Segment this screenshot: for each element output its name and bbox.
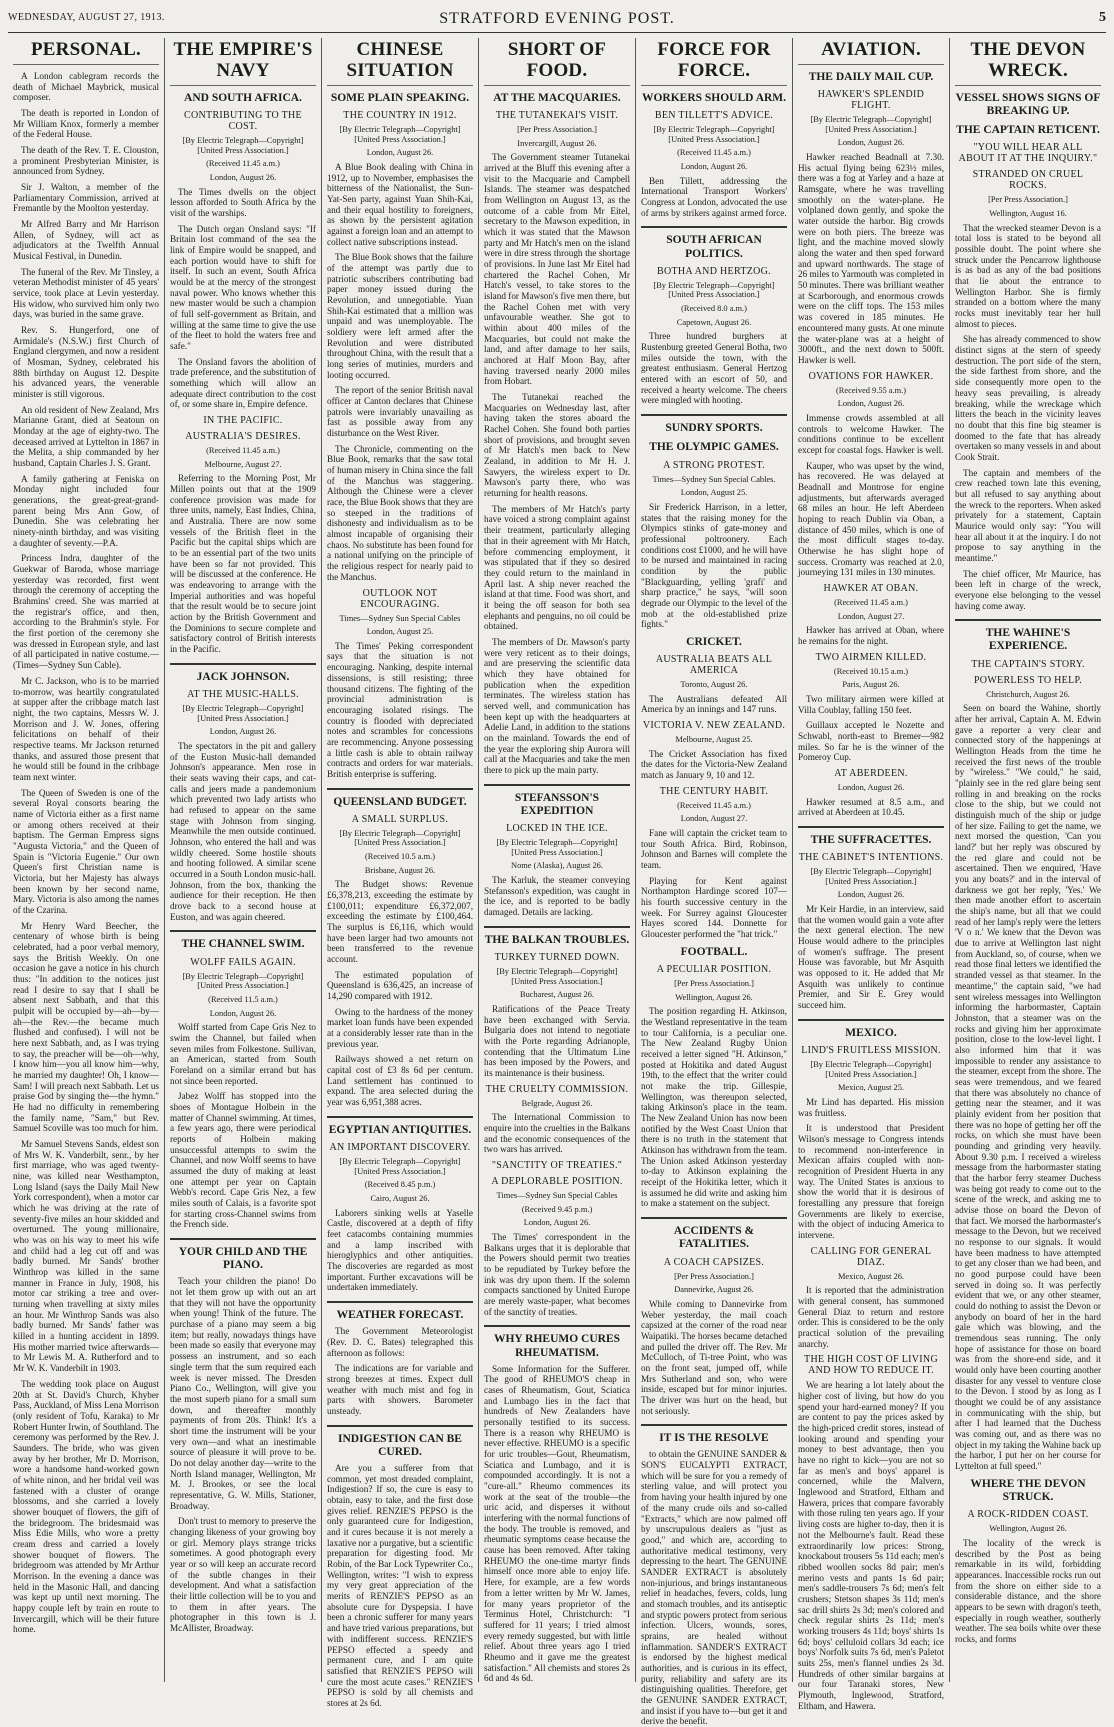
article-subheading: BOTHA AND HERTZOG. [657, 265, 771, 277]
article-dateline: London, August 26. [837, 890, 905, 900]
article-subheading: POWERLESS TO HELP. [973, 674, 1083, 686]
paragraph: The spectators in the pit and gallery of the Euston Music-hall demanded Johnson's appearance. Men rose in their seats waving their caps, and cat-calls and jeers made a pandemonium which prevented two lady artists who had refused to appear on the same stage with Johnson from singing. Meanwhile the men outside continued. Johnson, who entered the hall and was wildly cheered. Some hostile shouts and hooting followed. A similar scene occurred in a South London music-hall. Johnson, from the box, thanking the audience for their reception. He then drove back to a second house at Euston, and was again cheered. [170, 740, 316, 922]
article-subheading: OVATIONS FOR HAWKER. [808, 370, 934, 382]
article-subheading: LIND'S FRUITLESS MISSION. [801, 1045, 941, 1057]
paragraph: She has already commenced to show distinct signs at the stern of speedy destruction. The port side of the stern, the side farthest from shore, and the side consequently more open to the heavy seas prevailing, is already breaking, while the wreckage which litters the beach in the vicinity leaves no doubt that this fine big steamer is doomed to the fate that has already overtaken so many vessels in and about Cook Strait. [955, 334, 1101, 462]
article-credit: [By Electric Telegraph—Copyright] [United Press Association.] [496, 966, 618, 986]
article-heading: MEXICO. [845, 1026, 897, 1039]
article-subheading: "YOU WILL HEAR ALL ABOUT IT AT THE INQUIRY." [958, 142, 1098, 165]
article-dateline: London, August 26. [209, 727, 277, 737]
article-dateline: Wellington, August 26. [989, 1524, 1067, 1534]
article-heading: FOOTBALL. [680, 945, 748, 958]
article-heading: THE OLYMPIC GAMES. [649, 441, 779, 454]
article-dateline: London, August 25. [366, 627, 434, 637]
paragraph: Railways showed a net return on capital cost of £3 8s 6d per centum. Land settlement has continued to expand. The area selected during the year was 6,951,388 acres. [327, 1054, 473, 1108]
paragraph: The Budget shows: Revenue £6,378,213, exceeding the estimate by £100,011; expenditure £6,372,007, exceeding the estimate by £100,464. The surplus is £6,116, which would have been larger had two amounts not been transferred to the revenue account. [327, 879, 473, 965]
article-credit: [By Electric Telegraph—Copyright] [United Press Association.] [182, 704, 304, 723]
advertisement-body [484, 1364, 630, 1684]
article-subheading: CONTRIBUTING TO THE COST. [184, 110, 302, 132]
article-credit: [Per Press Association.] [988, 195, 1068, 205]
paragraph: Jabez Wolff has stopped into the shoes of Montague Holbein in the matter of Channel swimming. At times, a few years ago, there were periodical reports of Holbein making unsuccessful attempts to swim the Channel, and now Wolff seems to have assumed the duty of making at least one attempt per year on Captain Webb's record. Cape Gris Nez, a few miles south of Calais, is a favorite spot for starting cross-Channel swims from the French side. [170, 1091, 316, 1230]
paragraph: The Government steamer Tutanekai arrived at the Bluff this evening after a visit to the Macquarie and Campbell Islands. The steamer was despatched from Wellington on August 13, as the outcome of a cable from Mr Eitel, secretary to the Mawson expedition, in which it was stated that the Mawson party and Mr Hatch's men on the island were in dire stress through the shortage of provisions. In June last Mr Eitel had chartered the Rachel Cohen, Mr Hatch's vessel, to take stores to the island for Mawson's five men there, but the Rachel Cohen met with very unfavourable weather. She got to within about 400 miles of the Macquaries, but could not make the land, and after damage to her sails, anchored at Half Moon Bay, after having traversed nearly 2000 miles from Hobart. [484, 152, 630, 387]
paragraph: The Blue Book shows that the failure of the attempt was partly due to patriotic subscribers contributing bad paper money issued during the Revolution, and unnegotiable. Yuan Shih-Kai estimated that a million was unpaid and was unemployable. The soldiery were left armed after the Revolution and were distributed throughout China, with the result that a long series of mutinies, murders and looting occurred. [327, 252, 473, 380]
paragraph: The report of the senior British naval officer at Canton declares that Chinese patrols were invariably unavailing as fast as possible away from any disturbance on the West River. [327, 385, 473, 439]
paragraph: Mr Lind has departed. His mission was fruitless. [798, 1097, 944, 1118]
article-dateline: Brisbane, August 26. [364, 865, 436, 875]
article-body [327, 162, 473, 583]
article-heading: THE CHANNEL SWIM. [181, 938, 305, 951]
article-heading: WHERE THE DEVON STRUCK. [970, 1477, 1086, 1503]
paragraph: Wolff started from Cape Gris Nez to swim the Channel, but failed when seven miles from Folkestone. Sullivan, an American, started from South Foreland on a similar errand but has not since been reported. [170, 1022, 316, 1086]
article-heading: AND SOUTH AFRICA. [184, 91, 302, 104]
column-short-of-food [479, 38, 636, 1682]
article-dateline: London, August 27. [837, 611, 905, 621]
paragraph: The Queen of Sweden is one of the several Royal consorts bearing the name of Victoria either as a first name or among others received at their baptism. The German Empress signs "Augusta Victoria," and the Queen of Spain is "Victoria Eugenie." Our own Queen's first Christian name is Victoria, but her Majesty has always been known by her second name, Mary. Victoria is also among the names of the Czarina. [13, 787, 159, 915]
paragraph: Ben Tillett, addressing the International Transport Workers' Congress at London, advocated the use of arms by strikers against armed force. [641, 175, 787, 218]
paragraph: Playing for Kent against Northampton Hardinge scored 107—his fourth successive century in the week. For Surrey against Gloucester Hayes scored 144. Donnette for Gloucester performed the "hat trick." [641, 875, 787, 940]
article-heading: VESSEL SHOWS SIGNS OF BREAKING UP. [955, 91, 1101, 117]
divider [170, 663, 316, 665]
article-dateline: London, August 27. [680, 814, 748, 824]
column-empire-navy [165, 38, 322, 1682]
article-heading: OUTLOOK NOT ENCOURAGING. [360, 587, 440, 610]
article-subheading: THE CAPTAIN'S STORY. [971, 658, 1085, 670]
paragraph: Sir Frederick Harrison, in a letter, states that the raising money for the Olympics stinks of gate-money and professional poltroonery. Each conditions cost £1000, and he will have to be nursed and maintained in racing condition by the public "Blackguarding, yelling 'grafi' and sharp practice," he says, "will soon degrade our Olympic to the level of the mob at the old-established prize fights." [641, 501, 787, 630]
section-heading: FORCE FOR FORCE. [641, 40, 787, 86]
article-body [955, 703, 1101, 1471]
article-subheading: A ROCK-RIDDEN COAST. [967, 1509, 1089, 1521]
article-heading: STEFANSSON'S EXPEDITION [514, 791, 600, 817]
article-received: (Received 11.45 a.m.) [206, 159, 280, 169]
advertisement-heading: WHY RHEUMO CURES RHEUMATISM. [493, 1333, 621, 1359]
article-body [641, 1299, 787, 1416]
section-heading: THE EMPIRE'S NAVY [170, 40, 316, 86]
article-dateline: Nome (Alaska), August 26. [511, 861, 603, 871]
article-body [484, 1112, 630, 1155]
article-credit: [By Electric Telegraph—Copyright] [United Press Association.] [810, 867, 932, 886]
article-body [170, 473, 316, 654]
divider [641, 1217, 787, 1219]
paragraph: Mr Samuel Stevens Sands, eldest son of Mrs W. K. Vanderbilt, senr., by her first marriage, who was aged twenty-nine, was killed near Westhampton, Long Island (says the Daily Mail New York correspondent), when a motor car which he was driving at the rate of seventy-five miles an hour skidded and overturned. The young millionaire, who was on his way to meet his wife and child had a leg cut off and was badly burned. Mr Sands' brother Winthrop was killed in the same manner in France in July, 1908, his motor car striking a tree and over-turning when travelling at sixty miles an hour. Mr Winthrop Sands was also badly burned. Mr Sands' father was killed in a hunting accident in 1899. His mother married twice afterwards—to Mr Lewis M. A. Rutherford and to Mr W. K. Vanderbilt in 1903. [13, 1139, 159, 1374]
paragraph: The members of Dr. Mawson's party were very reticent as to their doings, and are preserving the scientific data which they have obtained for publication when the expedition terminates. The wireless station has served well, and communication has been kept up with the headquarters at Adelie Land, in addition to the stations on the mainland. Towards the end of the year the exploring ship Aurora will call at the Macquaries and take the men there to pick up the main party. [484, 636, 630, 775]
article-subheading: A STRONG PROTEST. [663, 459, 765, 471]
article-subheading: HAWKER AT OBAN. [823, 582, 919, 594]
divider [641, 226, 787, 228]
article-subheading: A SMALL SURPLUS. [351, 813, 449, 825]
article-body [798, 694, 944, 763]
article-body [484, 875, 630, 918]
paragraph: A London cablegram records the death of Michael Maybrick, musical composer. [13, 70, 159, 103]
article-heading: QUEENSLAND BUDGET. [333, 795, 467, 808]
column-personal [8, 38, 165, 1682]
article-credit: [By Electric Telegraph—Copyright] [United Press Association.] [653, 280, 775, 300]
article-received: (Received 9.45 p.m.) [521, 1204, 593, 1214]
divider [327, 1425, 473, 1427]
article-heading: WORKERS SHOULD ARM. [641, 91, 787, 104]
paragraph: Princess Indra, daughter of the Guekwar of Baroda, whose marriage yesterday was recorded, first went through the ceremony of accepting the Brahmins' creed. She was married at the registrar's office, and then, according to the Brahmin's style. For the first portion of the ceremony she was dressed in European style, and last of all participated in native costume.—(Times—Sydney Sun Cable). [13, 553, 159, 671]
section-heading: THE DEVON WRECK. [955, 40, 1101, 86]
article-credit: [Per Press Association.] [674, 979, 754, 989]
masthead [8, 8, 1106, 33]
article-dateline: Christchurch, August 26. [986, 689, 1070, 699]
article-subheading: HAWKER'S SPLENDID FLIGHT. [817, 89, 925, 112]
article-body [484, 152, 630, 775]
article-received: (Received 11.45 a.m.) [677, 148, 751, 158]
article-heading: SOUTH AFRICAN POLITICS. [666, 234, 762, 260]
article-credit: [By Electric Telegraph—Copyright] [United Press Association.] [339, 125, 461, 144]
section-heading: SHORT OF FOOD. [484, 40, 630, 86]
paragraph: The funeral of the Rev. Mr Tinsley, a veteran Methodist minister of 45 years' service, took place at Levin yesterday. His widow, who survived him only two days, was buried in the same grave. [13, 266, 159, 320]
article-dateline: Bucharest, August 26. [520, 990, 594, 1000]
paragraph: An old resident of New Zealand, Mrs Marianne Grant, died at Seatoun on Monday at the age of eighty-two. The deceased arrived at Lyttelton in 1867 in the Melita, a ship commanded by her husband, Captain Charles J. S. Grant. [13, 404, 159, 469]
divider [484, 784, 630, 786]
article-heading: SOME PLAIN SPEAKING. [330, 91, 470, 104]
paragraph: Three hundred burghers at Rustenburg greeted General Botha, two miles outside the town, with the greatest enthusiasm. General Hertzog entered with an escort of 50, and received a hearty welcome. The cheers were mingled with hooting. [641, 331, 787, 406]
article-subheading: A COACH CAPSIZES. [663, 1256, 765, 1268]
paragraph: The Times' correspondent in the Balkans urges that it is deplorable that the Powers should permit two treaties to be repudiated by Turkey before the ink was dry upon them. If the solemn compacts sanctioned by United Europe are merely waste-paper, what becomes of the sanctity of treaties. [484, 1231, 630, 1317]
article-subheading: A DEPLORABLE POSITION. [491, 1175, 623, 1187]
paragraph: The estimated population of Queensland is 636,425, an increase of 14,290 compared with 1912. [327, 969, 473, 1002]
article-subheading: A PECULIAR POSITION. [656, 964, 772, 976]
article-received: (Received 10.15 a.m.) [833, 666, 909, 676]
paragraph: That the wrecked steamer Devon is a total loss is stated to be beyond all possible doubt. The point where she struck under the Pencarrow lighthouse is as bad as any of the bad positions that lie about the entrance to Wellington Harbor. She is firmly stranded on a bottom where the many rocks must inevitably tear her hull almost to pieces. [955, 222, 1101, 329]
article-dateline: London, August 26. [523, 1218, 591, 1228]
paragraph: The Chronicle, commenting on the Blue Book, remarks that the saw total of human misery in China since the fall of the Manchus was staggering. Although the Chinese were a clever race, the Blue Book shows that they are so steeped in the traditions of dishonesty and individualism as to be almost incapable of organising their chaos. No substitute has been found for a national unifying on the principle of the religious respect for nearly paid to the Manchus. [327, 443, 473, 582]
article-body [13, 71, 159, 1635]
advertisement-body [798, 1380, 944, 1711]
paragraph: Sir J. Walton, a member of the Parliamentary Commission, arrived at Fremantle by the Moolton yesterday. [13, 181, 159, 214]
paragraph: The Onsland favors the abolition of trade preference, and the substitution of something which will allow an adequate direct contribution to the cost of, or some share in, Empire defence. [170, 356, 316, 410]
article-heading: ACCIDENTS & FATALITIES. [673, 1225, 755, 1251]
article-dateline: London, August 26. [366, 148, 434, 158]
section-heading: AVIATION. [798, 40, 944, 65]
paragraph: The Government Meteorologist (Rev. D. C. Bates) telegraphed this afternoon as follows: [327, 1326, 473, 1358]
advertisement-heading: THE HIGH COST OF LIVING AND HOW TO REDUCE IT. [804, 1354, 938, 1377]
paragraph: A Blue Book dealing with China in 1912, up to November, emphasises the bitterness of the Nationalist, the Sun-Yat-Sen party, against Yuan Shih-Kai, and their equal hostility to foreigners, as shown by the persistent agitation against a foreign loan and an attempt to collect native subscriptions instead. [327, 161, 473, 247]
article-dateline: Toronto, August 26. [680, 680, 748, 690]
article-subheading: CALLING FOR GENERAL DIAZ. [810, 1245, 932, 1268]
article-dateline: Invercargill, August 26. [517, 138, 597, 148]
article-body [798, 625, 944, 646]
column-aviation [793, 38, 950, 1711]
article-heading: THE BALKAN TROUBLES. [484, 933, 630, 946]
article-body [641, 331, 787, 406]
divider [327, 1301, 473, 1303]
paragraph: The Times dwells on the object lesson afforded to South Africa by the visit of the warships. [170, 186, 316, 218]
paragraph: The Karluk, the steamer conveying Stefansson's expedition, was caught in the ice, and is reported to be badly damaged. Details are lacking. [484, 875, 630, 918]
paragraph: The death is reported in London of Mr William Knox, formerly a member of the Federal House. [13, 107, 159, 140]
article-body [641, 749, 787, 781]
article-subheading: BEN TILLETT'S ADVICE. [654, 110, 774, 121]
advertisement-body [641, 1449, 787, 1726]
paragraph: The chief officer, Mr Maurice, has been left in charge of the wreck, everyone else belonging to the vessel having come away. [955, 568, 1101, 611]
newspaper-title: STRATFORD EVENING POST. [439, 10, 675, 27]
paragraph: Some Information for the Sufferer. The good of RHEUMO'S cheap in cases of Rheumatism, Gout, Sciatica and Lumbago lies in the fact that hundreds of New Zealanders have personally testified to its success. There is a reason why RHEUMO is never effective. RHEUMO is a specific for uric troubles—Gout, Rheumatism, Sciatica and Lumbago, and it is compounded accordingly. It is not a "cure-all." Rheumo commences its work at the seat of the trouble—the uric acid, and disperses it without interfering with the normal functions of the body. The trouble is removed, and rheumatic symptoms cease because the cause has been removed. After taking RHEUMO the one-time martyr finds himself once more able to enjoy life. Here, for example, are a few words from a letter written by Mr W. James, for many years proprietor of the Terminus Hotel, Christchurch: "I suffered for 11 years; I tried almost every remedy suggested, but with little relief. About three years ago I tried Rheumo and it gave me the greatest satisfaction." All chemists and stores 2s 6d and 4s 6d. [484, 1363, 630, 1684]
paragraph: Mr C. Jackson, who is to be married to-morrow, was heartily congratulated at supper after the cribbage match last night, the two captains, Messrs W. J. Morrison and J. W. Jones, offering felicitations on behalf of their respective teams. Mr Jackson returned thanks, and assured those present that he would still be found in the cribbage team next winter. [13, 675, 159, 782]
paragraph: Immense crowds assembled at all controls to welcome Hawker. The conditions continue to be excellent except for coastal fogs. Hawker is well. [798, 412, 944, 455]
divider [484, 926, 630, 928]
paragraph: The Times' Peking correspondent says that the situation is not encouraging. Nanking, despite internal dissensions, is still resisting; three thousand citizens. The fighting of the provincial administration is encouraging isolated risings. The country is flooded with depreciated notes and scrambles for concessions are recommencing. Anyone possessing a little cash is able to obtain railway contracts and orders for war materials. British enterprise is suffering. [327, 640, 473, 779]
article-subheading: THE CABINET'S INTENTIONS. [798, 852, 944, 864]
article-credit: [By Electric Telegraph—Copyright] [United Press Association.] [810, 115, 932, 134]
divider [170, 1238, 316, 1240]
paragraph: Owing to the hardness of the money market loan funds have been expended at a considerably lesser rate than in the previous year. [327, 1006, 473, 1049]
paragraph: Teach your children the piano! Do not let them grow up with out an art that they will not have the opportunity when young! Think of the future. The purchase of a piano may seem a big item; but really, nowadays things have been made so easily that everyone may possess an instrument, and so each single term that the sum required each week is never missed. The Dresden Piano Co., Wellington, will give you the most superb piano for a small sum down, and thereafter monthly payments of from 20s. Think! It's a short time the instrument will be your very own—and what an inestimable source of pleasure it will prove to be. Do not delay another day—write to the North Island manager, Wellington, Mr M. J. Brookes, or see the local representative, G. W. Mills, Stationer, Broadway. [170, 1276, 316, 1511]
paragraph: Hawker has arrived at Oban, where he remains for the night. [798, 625, 944, 646]
article-subheading: LOCKED IN THE ICE. [506, 823, 608, 835]
paragraph: It is reported that the administration with general consent, has summoned General Diaz to return and restore order. This is considered to be the only practical solution of the prevailing anarchy. [798, 1285, 944, 1349]
article-subheading: TURKEY TURNED DOWN. [494, 951, 620, 963]
article-subheading: AN IMPORTANT DISCOVERY. [329, 1142, 471, 1154]
article-heading: CRICKET. [686, 635, 742, 648]
article-heading: SUNDRY SPORTS. [665, 422, 763, 435]
column-chinese-situation [322, 38, 479, 1708]
article-dateline: London, August 26. [837, 138, 905, 148]
article-dateline: Wellington, August 16. [989, 209, 1067, 219]
article-dateline: Capetown, August 26. [676, 317, 752, 327]
article-heading: THE CAPTAIN RETICENT. [956, 124, 1100, 137]
paragraph: Mr Henry Ward Beecher, the centenary of whose birth is being celebrated, had a poor verbal memory, says the British Weekly. On one occasion he gave a notice in his church thus: "In addition to the notices just read I desire to say that I shall be absent next Sabbath, and that this pulpit will be occupied by—ah—by—ah—the Rev.—the became much flushed and confused). I will not be here next Sabbath, and, as I was trying to say, the preacher will be—oh—why, I know him—you all know him—why, he married my daughter! Oh, I know—Sam! I will preach next Sabbath. Let us praise God by singing the—the hymn." He had no difficulty in remembering the family name, "Sam," but Rev. Samuel Scoville was too much for him. [13, 920, 159, 1134]
article-subheading: "SANCTITY OF TREATIES." [491, 1159, 623, 1171]
article-body [798, 1285, 944, 1349]
paragraph: The indications are for variable and strong breezes at times. Expect dull weather with much mist and fog in parts with showers. Barometer unsteady. [327, 1363, 473, 1416]
advertisement-body [170, 1276, 316, 1633]
advertisement-body [327, 1463, 473, 1708]
article-credit: [By Electric Telegraph—Copyright] [United Press Association.] [339, 1157, 461, 1176]
article-body [641, 694, 787, 715]
article-heading: IN THE PACIFIC. [203, 415, 283, 427]
article-subheading: VICTORIA V. NEW ZEALAND. [642, 720, 786, 732]
article-dateline: Mexico, August 25. [837, 1083, 905, 1093]
paragraph: The wedding took place on August 20th at St. David's Church, Khyber Pass, Auckland, of Miss Lena Morrison (only resident of Tofu, Karaka) to Mr Robert Hunter Irwin, of Southland. The ceremony was performed by the Rev. J. Saunders. The bride, who was given away by her brother, Mr D. Morrison, wore a handsome hand-worked gown of white ninon, and her bridal veil was fastened with a cluster of orange blossoms, and she carried a lovely shower bouquet of flowers, the gift of the bridegroom. The bridesmaid was Miss Edie Mills, who wore a pretty cream dress and carried a lovely shower bouquet of flowers. The bridegroom was attended by Mr Arthur Morrison. In the evening a dance was held in the Masonic Hall, and dancing was kept up until next morning. The happy couple left by train en route to Invercargill, which will be their future home. [13, 1378, 159, 1635]
page-number: 5 [1099, 10, 1106, 25]
paragraph: The Tutanekai reached the Macquaries on Wednesday last, after having taken the stores aboard the Rachel Cohen. She found both parties short of provisions, and brought seven of Mr Hatch's men back to New Zealand, in addition to Mr H. J. Sawyers, the wireless expert to Dr. Mawson's party there, who was returning for health reasons. [484, 392, 630, 499]
article-heading: THE DAILY MAIL CUP. [808, 70, 934, 83]
article-credit: Times—Sydney Sun Special Cables [339, 613, 461, 623]
paragraph: The death of the Rev. T. E. Clouston, a prominent Presbyterian Minister, is announced from Sydney. [13, 144, 159, 177]
article-subheading: WOLFF FAILS AGAIN. [190, 956, 296, 968]
paragraph: It is understood that President Wilson's message to Congress intends to recommend non-interference in Mexican affairs coupled with non-recognition of President Huerta in any way. The United States is anxious to show the world that it is desirous of forestalling any pressure that foreign Governments are likely to exercise, with the object of inducing America to intervene. [798, 1123, 944, 1241]
divider [170, 930, 316, 932]
article-heading: AT THE MACQUARIES. [493, 91, 621, 104]
divider [484, 1325, 630, 1327]
article-body [955, 223, 1101, 612]
paragraph: Hawker resumed at 8.5 a.m., and arrived at Aberdeen at 10.45. [798, 796, 944, 818]
article-credit: [By Electric Telegraph—Copyright] [United Press Association.] [496, 838, 618, 857]
divider [641, 414, 787, 416]
paragraph: Guillaux accepted le Nozette and Schwabl, north-east to Bremer—982 miles. So far he is the winner of the Pomeroy Cup. [798, 720, 944, 763]
section-heading: PERSONAL. [13, 40, 159, 65]
advertisement-heading: YOUR CHILD AND THE PIANO. [178, 1246, 308, 1272]
column-force-for-force [636, 38, 793, 1727]
article-dateline: London, August 26. [837, 399, 905, 409]
paragraph: to obtain the GENUINE SANDER & SON'S EUCALYPTI EXTRACT, which will be sure for you a remedy of sterling value, and will protect you from having your health injured by one of the many crude oils and so-called "Extracts," which are now palmed off by unscrupulous dealers as "just as good," and which are, according to authoritative medical testimony, very depressing to the heart. The GENUINE SANDER EXTRACT is absolutely non-injurious, and brings instantaneous relief in headaches, fevers, colds, lung and stomach troubles, and its antiseptic and styptic powers protect from serious infection. Ulcers, wounds, sores, sprains, are healed without inflammation. SANDER'S EXTRACT is endorsed by the highest medical authorities, and is curious in its effect, purity, reliability and safety are its distinguishing qualities. Therefore, get the GENUINE SANDER EXTRACT, and insist if you have to—but get it and derive the benefit. [641, 1449, 787, 1727]
article-body [327, 1208, 473, 1293]
article-dateline: London, August 26. [680, 161, 748, 171]
article-body [170, 1022, 316, 1230]
paragraph: Mr Keir Hardie, in an interview, said that the women would gain a vote after the next general election. The new House would adhere to the principles of women's suffrage. The present House was favorable, but Mr Asquith was opposed to it. He added that Mr Asquith was unlikely to continue Premier, and Sir E. Grey would succeed him. [798, 904, 944, 1011]
paragraph: Ratifications of the Peace Treaty have been exchanged with Servia. Bulgaria does not intend to negotiate with the Porte regarding Adrianople, contending that the Ultimatum Line has been imposed by the Powers, and its maintenance is their business. [484, 1003, 630, 1078]
article-body [327, 641, 473, 780]
divider [798, 1019, 944, 1021]
paragraph: Laborers sinking wells at Yaselle Castle, discovered at a depth of fifty feet catacombs containing mummies and a lamp inscribed with hieroglyphics and other antiquities. The discoveries are regarded as most important. Further excavations will be undertaken immediately. [327, 1207, 473, 1293]
article-heading: JACK JOHNSON. [196, 670, 290, 683]
article-body [798, 413, 944, 578]
divider [641, 1424, 787, 1426]
article-credit: [Per Press Association.] [674, 1271, 754, 1281]
paragraph: Don't trust to memory to preserve the changing likeness of your growing boy or girl. Memory plays strange tricks sometimes. A good photograph every year or so will keep an accurate record of the subtle changes in their development. And what a satisfaction their little collection will be to you and to them in after years. The photographer in this town is J. McAllister, Broadway. [170, 1516, 316, 1633]
paragraph: Are you a sufferer from that common, yet most dreaded complaint, Indigestion? If so, the cure is easy to obtain, easy to take, and the first dose gives relief. RENZIE'S PEPSO is the only guaranteed cure for Indigestion, and it cures because it is not merely a laxative nor a purgative, but a scientific preparation for digesting food. Mr Robin, of the Bar Lock Typewriter Co., Wellington, writes: "I wish to express my very great appreciation of the merits of RENZIE'S PEPSO as an absolute cure for Dyspepsia. I have been a chronic sufferer for many years and have tried various preparations, but with indifferent success. RENZIE'S PEPSO effected a speedy and permanent cure, and I am quite satisfied that RENZIE'S PEPSO will cure the most acute cases." RENZIE'S PEPSO is sold by all chemists and stores at 2s 6d. [327, 1463, 473, 1708]
article-subheading: STRANDED ON CRUEL ROCKS. [972, 169, 1084, 192]
article-body [170, 741, 316, 922]
article-received: (Received 11.5 a.m.) [208, 994, 278, 1004]
paragraph: The members of Mr Hatch's party have voiced a strong complaint against their treatment, particularly alleging that in their agreement with Mr Hatch, before commencing employment, it was stipulated that if they so desired they could return to the mainland in April last. A ship never reached the island at that time. Food was short, and it being the off season for both sea elephants and penguins, no oil could be obtained. [484, 503, 630, 632]
article-credit: [By Electric Telegraph—Copyright] [United Press Association.] [653, 125, 775, 144]
paragraph: Seen on board the Wahine, shortly after her arrival, Captain A. M. Edwin gave a reporter a very clear and connected story of the happenings at Wellington Heads from the time he received the first news of the trouble by "wireless." "We could," he said, "plainly see in the red glare being sent rolling in and breaking on the rocks close to the ship, but we could not distinguish much of the ship or judge of her size. Failing to get the name, we next morsed the question, 'Can you land?' but her reply was obscured by the red glare and could not be ascertained. Then we enquired, 'Have you any boats?' and in the interval of darkness we got her reply, 'Yes.' We then made another effort to ascertain the ship's name, but all that we could read of her lamp's reply were the letters 'V o n.' We knew that the Devon was due to arrive at Wellington last night from Auckland, so, of course, when we read those final letters we identified the stranded vessel as that steamer. In the meantime," the captain said, "we had sent wireless messages into Wellington informing the harbormaster, Captain Johnston, that a steamer was on the rocks and giving him her approximate position, close to the low-level light. I also informed him that it was impossible to render any assistance to the steamer, except from the shore. The seas were tremendous, and we feared that there was absolutely no chance of getting near the steamer, and it was plainly evident from her position that there was no hope of getting her off the rocks, on which she must have been pounding and grinding very heavily. About 9.30 p.m. I received a wireless message from the harbormaster stating that the harbor ferry steamer Duchess was being got ready to come out to the scene of the wreck, and asking me to advise those on board the Devon of that fact. We morsed the harbormaster's message to the Devon, but we received no response to our signals. It would have been madness to have attempted to get any closer than we had been, and no good purpose could have been served in doing so. It was perfectly evident that we, or any other steamer, could do nothing to assist the Devon or anybody on board of her in the hard gale which was blowing, and the tremendous seas running. The only hope of assistance for those on board was from the shore-end side, and it would only have been courting another disaster for any vessel to venture close to the Devon. I stood by as long as I thought we could be of any assistance in communicating with the ship, but after I had learned that the Duchess was coming out, and as there was no object in my taking the Wahine back up the harbor, I put her on her course for Lyttelton at full speed." [955, 703, 1101, 1472]
article-credit: [By Electric Telegraph—Copyright] [United Press Association.] [339, 828, 461, 848]
article-dateline: London, August 25. [680, 488, 748, 498]
article-body [327, 1326, 473, 1416]
article-body [641, 1006, 787, 1209]
article-received: (Received 11.45 a.m.) [206, 446, 280, 456]
article-received: (Received 8.45 p.m.) [364, 1180, 436, 1190]
article-subheading: THE COUNTRY IN 1912. [343, 110, 457, 121]
article-body [798, 904, 944, 1011]
article-credit: [Per Press Association.] [517, 125, 597, 134]
paragraph: The International Commission to enquire into the cruelties in the Balkans and the economic consequences of the two wars has arrived. [484, 1112, 630, 1155]
section-heading: CHINESE SITUATION [327, 40, 473, 86]
article-body [641, 828, 787, 940]
article-subheading: THE CENTURY HABIT. [659, 785, 769, 797]
paragraph: Fane will captain the cricket team to tour South Africa. Bird, Robinson, Johnson and Barnes will complete the team. [641, 828, 787, 871]
article-credit: Times—Sydney Sun Special Cables [496, 1190, 618, 1200]
article-body [798, 1097, 944, 1241]
article-heading: THE SUFFRACETTES. [810, 833, 932, 846]
article-received: (Received 11.45 a.m.) [834, 597, 908, 607]
article-received: (Received 10.5 a.m.) [365, 852, 435, 862]
paragraph: Rev. S. Hungerford, one of Armidale's (N.S.W.) first Church of England clergymen, and now a resident of Mosman, Sydney, celebrated his 88th birthday on August 12. Despite his advanced years, the venerable minister is still vigorous. [13, 325, 159, 400]
article-body [170, 187, 316, 410]
paragraph: The Cricket Association has fixed the dates for the Victoria-New Zealand match as January 9, 10 and 12. [641, 748, 787, 781]
article-body [641, 502, 787, 630]
article-body [955, 1538, 1101, 1645]
article-dateline: Belgrade, August 26. [521, 1098, 593, 1108]
article-dateline: Mexico, August 26. [837, 1271, 905, 1281]
article-credit: [By Electric Telegraph—Copyright] [United Press Association.] [182, 136, 304, 155]
paragraph: Kauper, who was upset by the wind, has recovered. He was delayed at Beadnall and Montrose for engine adjustments, but afterwards averaged 68 miles an hour. He left Aberdeen hoping to reach Dublin via Oban, a distance of 450 miles, which is one of the most difficult stages to-day. Otherwise he has slight hope of success. Cromarty was reached at 2.0, journeying 131 miles in 130 minutes. [798, 460, 944, 578]
paragraph: We are hearing a lot lately about the higher cost of living, but how do you spend your hard-earned money? If you are content to pay the prices asked by the high-priced credit stores, instead of looking around and spending your money to best advantage, then you have no right to kick—you are not so far as men's and boys' apparel is concerned, while the Malvern, Inglewood and Stratford, Eltham and Hawera, prices that compare favorably with those ruling ten years ago. If your living costs are higher to-day, then it is not the Melbourne's fault. Read these extraordinarily low prices: Strong, knockabout trousers 5s 11d each; men's ribbed woollen socks 8d pair; men's merino vests and pants 1s 6d pair; men's saddle-trousers 7s 6d; men's felt crushers; Stetson shapes 3s 11d; men's sac drill shirts 2s 3d; men's colored and check regular shirts 2s 11d; men's working trousers 4s 11d; boys' shirts 1s 6d; boys' celluloid collars 3d each; ice boys' Norfolk suits 7s 6d, men's Paletot suits 25s, men's flannel undies 2s 3d. Hundreds of other similar bargains at our four Taranaki stores, New Plymouth, Inglewood, Stratford, Eltham, and Hawera. [798, 1380, 944, 1711]
article-dateline: London, August 26. [209, 1008, 277, 1018]
paragraph: While coming to Dannevirke from Weber yesterday, the mail coach capsized at the corner of the road near Waipatiki. The horses became detached and pulled the driver off. The Rev. Mr McCulloch, of Ti-tree Point, who was on the front seat, jumped off, while Mrs Sutherland and son, who were inside, escaped but for minor injuries. The driver was hurt on the head, but not seriously. [641, 1298, 787, 1416]
divider [955, 619, 1101, 621]
article-heading: THE WAHINE'S EXPERIENCE. [985, 627, 1071, 653]
divider [798, 826, 944, 828]
article-credit: Times—Sydney Sun Special Cables. [652, 474, 776, 484]
article-dateline: London, August 26. [209, 172, 277, 182]
article-body [798, 152, 944, 365]
article-received: (Received 9.55 a.m.) [836, 385, 906, 395]
article-subheading: THE CRUELTY COMMISSION. [485, 1083, 629, 1095]
divider [327, 788, 473, 790]
article-heading: WEATHER FORECAST. [336, 1309, 464, 1322]
article-body [641, 176, 787, 219]
article-subheading: AT ABERDEEN. [834, 767, 908, 779]
article-dateline: Wellington, August 26. [675, 992, 753, 1002]
article-body [484, 1004, 630, 1079]
paragraph: Hawker reached Beadnall at 7.30. His actual flying being 623½ miles, there was a fog at Yarley and a haze at Ramsgate, where he was travelling smoothly on the water-plane. He volplaned down gently, and spoke the water outside the harbor. Big crowds were on both piers. The breeze was light, and the machine moved slowly along the water and then sped forward and upward northwards. The stage of 26 miles to Yarmouth was completed in 50 minutes. There was brilliant weather at Scarborough, and enormous crowds were on the cliff tops. The 153 miles was covered in 185 minutes. He encountered many gusts. At one minute the water-plane was at a height of 3000ft., and the next down to 500ft. Hawker is well. [798, 152, 944, 365]
article-dateline: Paris, August 26. [842, 680, 900, 690]
paragraph: The locality of the wreck is described by the Post as being remarkable in its wild, forbidding appearances. Inaccessible rocks run out from the shore on either side to a considerable distance, and the shore appears to be sewn with dragon's teeth, especially in rough weather, southerly weather. The sea boils white over these rocks, and forms [955, 1537, 1101, 1644]
columns [8, 38, 1106, 1727]
article-body [798, 797, 944, 818]
article-dateline: Dannevirke, August 26. [674, 1285, 754, 1295]
advertisement-heading: IT IS THE RESOLVE [659, 1432, 769, 1445]
article-subheading: THE TUTANEKAI'S VISIT. [495, 110, 619, 121]
article-received: (Received 11.45 a.m.) [677, 800, 751, 810]
paragraph: Two military airmen were killed at Villa Coublay, falling 150 feet. [798, 693, 944, 715]
article-subheading: AT THE MUSIC-HALLS. [187, 689, 299, 701]
advertisement-heading: INDIGESTION CAN BE CURED. [338, 1432, 462, 1458]
article-body [484, 1232, 630, 1317]
column-devon-wreck [950, 38, 1106, 1682]
divider [327, 1116, 473, 1118]
article-dateline: London, August 26. [837, 782, 905, 792]
article-dateline: Melbourne, August 25. [675, 735, 753, 745]
article-heading: EGYPTIAN ANTIQUITIES. [328, 1123, 472, 1136]
article-credit: [By Electric Telegraph—Copyright] [United Press Association.] [810, 1060, 932, 1079]
article-subheading: AUSTRALIA BEATS ALL AMERICA [655, 654, 773, 677]
article-received: (Received 8.0 a.m.) [681, 304, 747, 314]
paragraph: The captain and members of the crew reached town late this evening, but all refused to say anything about the wreck to the reporters. When asked privately for a statement, Captain Maurice would only say: "You will hear all about it at the inquiry. I do not propose to say anything in the meantime." [955, 467, 1101, 563]
paragraph: The Australians defeated All America by an innings and 147 runs. [641, 693, 787, 715]
paragraph: Referring to the Morning Post, Mr Millen points out that at the 1909 conference provision was made for three units, namely, East Indies, China, and Australia. There are now some vessels of the British fleet in the Pacific but the capital ships which are to be an essential part of the two units have been so far not provided. This will be discussed at the conference. He was endeavoring to arrange with the Imperial authorities and was hopeful that the result would be to secure joint action by the British Government and the Dominions to secure complete and satisfactory control of British interests in the Pacific. [170, 473, 316, 655]
paragraph: A family gathering at Feniska on Monday night included four generations, the great-great-grand-parent being Mrs Ann Gow, of Dunedin. She was celebrating her ninety-ninth birthday, and was visiting a daughter of seventy.—P.A. [13, 473, 159, 548]
article-subheading: AUSTRALIA'S DESIRES. [185, 431, 301, 443]
paragraph: The position regarding H. Atkinson, the Westland representative in the team to tour California, is a peculiar one. The New Zealand Rugby Union received a letter signed "H. Atkinson," posted at Hokitika and dated August 19th, to the effect that the writer could not make the trip. Gillespie, Wellington, was thereupon selected, taking Atkinson's place in the team. The New Zealand Union has now been notified by the West Coast Union that there is no truth in the statement that Atkinson has withdrawn from the team. The Union asked Atkinson yesterday to-day to Atkinson explaining the receipt of the Hokitika letter, which it is assumed he did write and asking him to make a statement on the subject. [641, 1006, 787, 1209]
paragraph: The Dutch organ Onsland says: "If Britain lost command of the sea the link of Empire would be snapped, and each portion would have to shift for itself. In such an event, South Africa would be at the mercy of the strongest naval power. Who knows whether this new master would be such a champion of full self-government as Britain, and willing at the same time to give the use of the fleet to hold the waters free and safe." [170, 223, 316, 352]
article-dateline: Cairo, August 26. [370, 1194, 430, 1204]
article-dateline: Melbourne, August 27. [204, 459, 282, 469]
article-body [327, 879, 473, 1107]
paragraph: Mr Alfred Barry and Mr Harrison Allen, of Sydney, will act as adjudicators at the Twelfth Annual Musical Festival, in Dunedin. [13, 218, 159, 261]
issue-date: WEDNESDAY, AUGUST 27, 1913. [8, 12, 165, 23]
article-credit: [By Electric Telegraph—Copyright] [United Press Association.] [182, 971, 304, 991]
article-subheading: TWO AIRMEN KILLED. [815, 651, 927, 663]
